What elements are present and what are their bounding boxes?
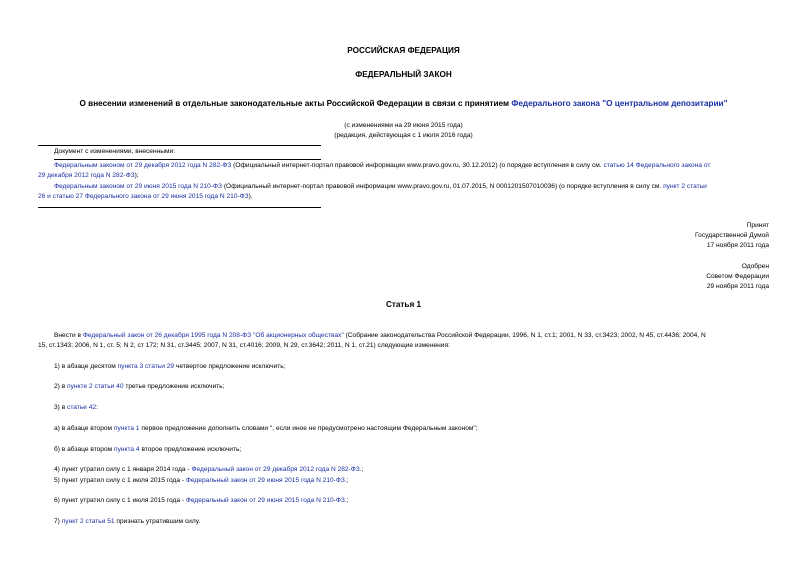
article-intro-b: (Собрание законодательства Российской Федерации, 1996, N 1, ст.1; 2001, N 33, ст.3423; 2002, N 45, ст.4436; 2004, N (343, 332, 706, 339)
duma-label: Государственной Думой (695, 232, 769, 239)
amendment-1-article-link[interactable]: статью 14 Федерального закона от (603, 162, 711, 169)
paragraph-3 (54, 403, 98, 413)
amendments-intro: Документ с изменениями, внесенными: (54, 148, 176, 155)
p5-b: ; (346, 477, 349, 484)
pb-link[interactable]: пункта 4 (114, 446, 140, 453)
p2-a: 2) в (54, 383, 68, 390)
divider-bottom (38, 207, 321, 208)
pa-link[interactable]: пункта 1 (113, 425, 140, 432)
pa-b: первое предложение дополнить словами ", если иное не предусмотрено настоящим Федеральным законом"; (139, 425, 478, 432)
law-title-link[interactable]: Федерального закона "О центральном депозитарии" (511, 99, 728, 108)
article-intro (54, 331, 706, 341)
p3-link[interactable]: статье 42 (67, 404, 97, 411)
paragraph-7 (54, 517, 200, 527)
paragraph-2 (54, 382, 224, 392)
p3-b: : (96, 404, 98, 411)
amendment-item-2-cont (38, 192, 253, 202)
amendment-item-1-cont (38, 171, 139, 181)
changes-note: (с изменениями на 29 июня 2015 года) (344, 122, 463, 129)
p6-link[interactable]: Федеральный закон от 29 июня 2015 года N 210-ФЗ. (185, 497, 347, 504)
p7-link[interactable]: пункт 2 статьи 51 (61, 518, 115, 525)
p4-b: ; (361, 466, 364, 473)
paragraph-6 (54, 496, 349, 506)
amendment-1-text: (Официальный интернет-портал правовой информации www.pravo.gov.ru, 30.12.2012) (о порядке вступления в силу см. (231, 162, 604, 169)
country-heading: РОССИЙСКАЯ ФЕДЕРАЦИЯ (347, 46, 460, 55)
edition-note: (редакция, действующая с 1 июля 2016 года) (334, 132, 473, 139)
p6-a: 6) пункт утратил силу с 1 июля 2015 года - (54, 497, 186, 504)
p4-link[interactable]: Федеральный закон от 29 декабря 2012 года N 282-ФЗ. (191, 466, 362, 473)
amendment-2-end: ). (248, 193, 253, 200)
amendment-item-1 (54, 161, 710, 171)
p1-a: 1) в абзаце десятом (54, 363, 118, 370)
p5-a: 5) пункт утратил силу с 1 июля 2015 года - (54, 477, 186, 484)
amendment-1-law-link[interactable]: Федеральным законом от 29 декабря 2012 года N 282-ФЗ (54, 162, 232, 169)
article-intro-cont: 15, ст.1343; 2006, N 1, ст. 5; N 2, ст 172; N 31, ст.3445; 2007, N 31, ст.4016; 2009, N 29, ст.3642; 2011, N 1, ст.21) следующие изменения: (38, 342, 450, 349)
p4-a: 4) пункт утратил силу с 1 января 2014 года - (54, 466, 192, 473)
doc-type-heading: ФЕДЕРАЛЬНЫЙ ЗАКОН (355, 70, 452, 79)
article-intro-link[interactable]: Федеральный закон от 26 декабря 1995 года N 208-ФЗ "Об акционерных обществах" (82, 332, 344, 339)
amendment-2-article-link-cont[interactable]: 26 и статью 27 Федерального закона от 29 июня 2015 года N 210-ФЗ (38, 193, 249, 200)
amendment-1-article-link-cont[interactable]: 29 декабря 2012 года N 282-ФЗ (38, 172, 135, 179)
p7-b: признать утратившим силу. (114, 518, 201, 525)
p2-b: третье предложение исключить; (123, 383, 225, 390)
paragraph-4 (54, 465, 363, 475)
accepted-label: Принят (746, 222, 769, 229)
council-date: 29 ноября 2011 года (706, 283, 769, 290)
amendment-2-law-link[interactable]: Федеральным законом от 29 июня 2015 года N 210-ФЗ (54, 183, 223, 190)
p1-b: четвертое предложение исключить; (174, 363, 286, 370)
law-title (0, 99, 807, 108)
paragraph-5 (54, 476, 349, 486)
article-intro-a: Внести в (54, 332, 83, 339)
p5-link[interactable]: Федеральный закон от 29 июня 2015 года N 210-ФЗ. (185, 477, 347, 484)
amendment-item-2 (54, 182, 707, 192)
p6-b: ; (346, 497, 349, 504)
pb-b: второе предложение исключить; (139, 446, 242, 453)
paragraph-1 (54, 362, 286, 372)
amendment-2-text: (Официальный интернет-портал правовой информации www.pravo.gov.ru, 01.07.2015, N 0001201507010036) (о порядке вступления в силу см. (222, 183, 664, 190)
paragraph-b (54, 445, 241, 455)
pa-a: а) в абзаце втором (54, 425, 114, 432)
p2-link[interactable]: пункте 2 статьи 40 (67, 383, 124, 390)
divider-top (38, 145, 321, 146)
amendment-1-end: ); (134, 172, 139, 179)
p1-link[interactable]: пункта 3 статьи 29 (117, 363, 175, 370)
council-label: Советом Федерации (706, 273, 769, 280)
amendment-2-article-link[interactable]: пункт 2 статьи (663, 183, 707, 190)
approved-label: Одобрен (741, 263, 769, 270)
article-heading: Статья 1 (385, 300, 422, 309)
divider-intro (54, 159, 321, 160)
p3-a: 3) в (54, 404, 68, 411)
p7-a: 7) (54, 518, 62, 525)
duma-date: 17 ноября 2011 года (706, 242, 769, 249)
law-title-text: О внесении изменений в отдельные законодательные акты Российской Федерации в связи с принятием (79, 99, 512, 108)
pb-a: б) в абзаце втором (54, 446, 115, 453)
paragraph-a (54, 424, 478, 434)
